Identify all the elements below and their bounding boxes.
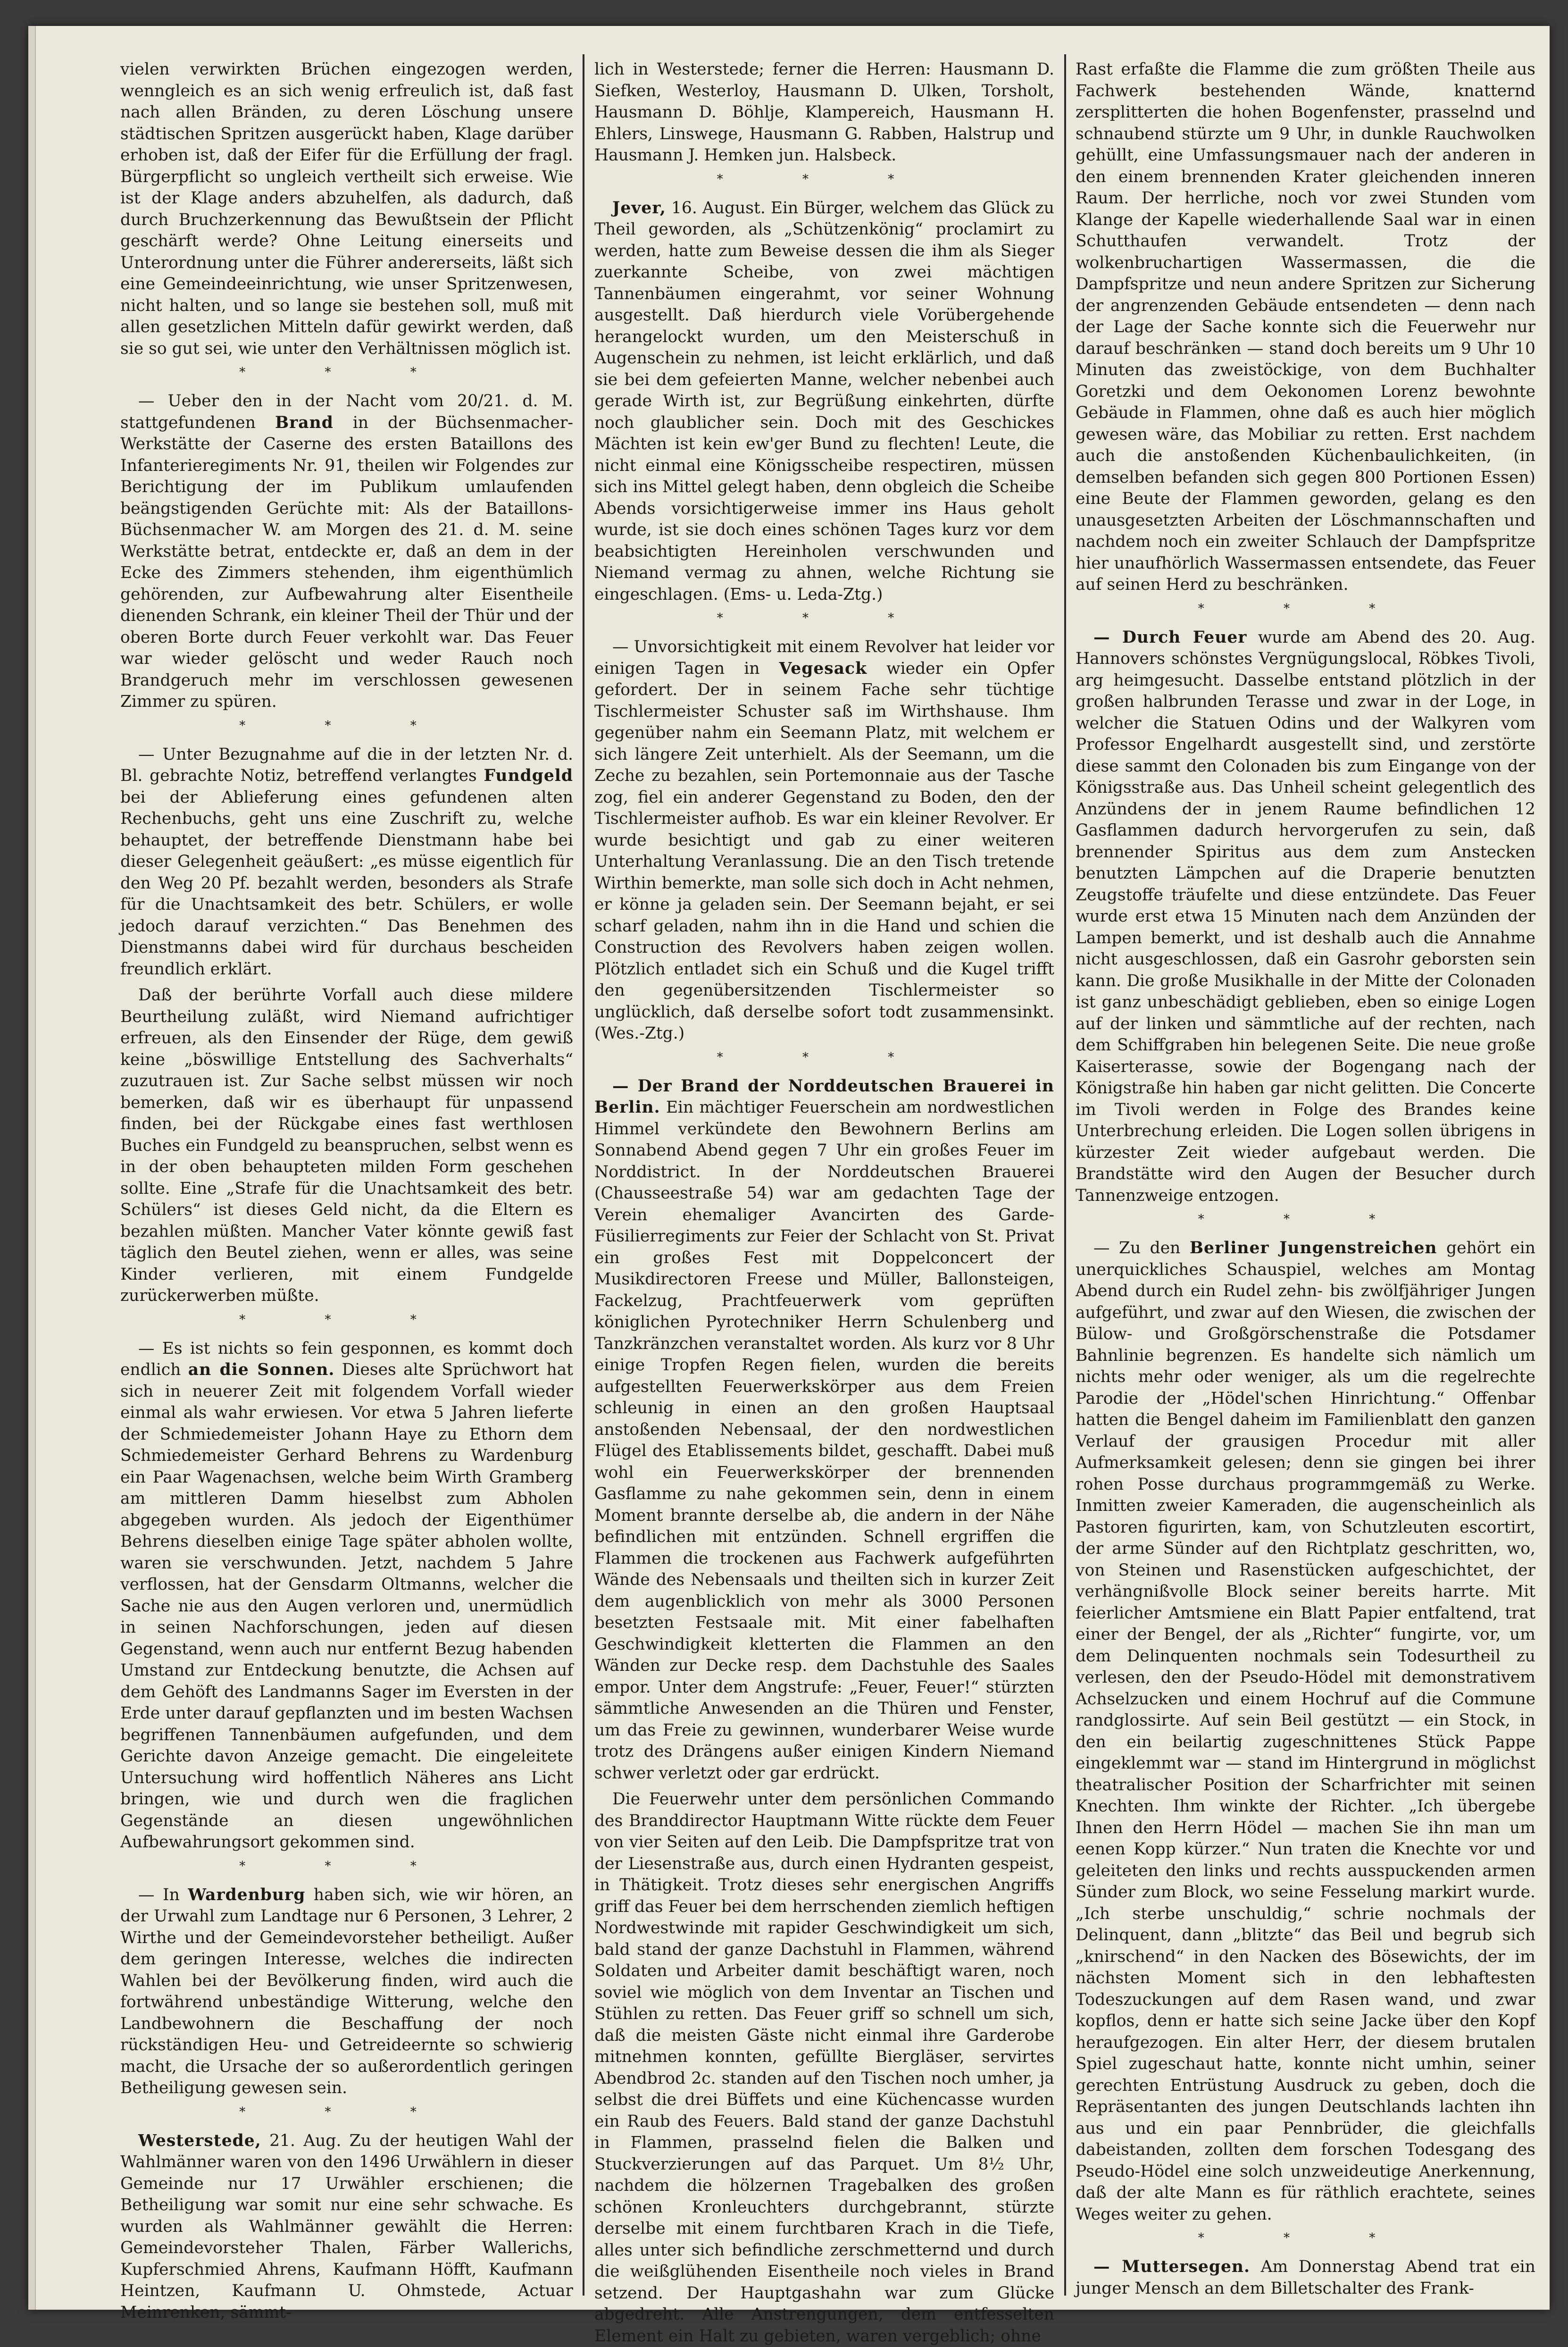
column-rule — [1064, 54, 1066, 2296]
article-separator: * * * — [717, 611, 932, 625]
newspaper-page — [28, 26, 1550, 2346]
article-separator: * * * — [239, 718, 454, 733]
column-rule — [583, 54, 584, 2296]
article-separator: * * * — [239, 365, 454, 379]
article-paragraph: — In Wardenburg haben sich, wie wir hören, an der Urwahl zum Landtage nur 6 Personen, 3 Lehrer, 2 Wirthe und der Gemeindevorsteher betheiligt. Außer dem geringen Interesse, welches die indirecten Wahlen bei der Bevölkerung finden, wird auch die fortwährend unbeständige Witterung, welche den Landbewohnern die Beschaffung der noch rückständigen Heu- und Getreideernte so schwierig macht, die Ursache der so außerordentlich geringen Betheiligung gewesen sein. — [120, 1885, 574, 2097]
article-paragraph: Rast erfaßte die Flamme die zum größten Theile aus Fachwerk bestehenden Wände, knatternd zersplitterten die hohen Bogenfenster, prasselnd und schnaubend stürzte um 9 Uhr, in dunkle Rauchwolken gehüllt, eine Umfassungsmauer nach der anderen in den einem brennenden Krater gleichenden inneren Raum. Der herrliche, noch vor zwei Stunden vom Klange der Kapelle wiederhallende Saal war in einen Schutthaufen verwandelt. Trotz der wolkenbruchartigen Wassermassen, die die Dampfspritze und neun andere Spritzen zur Sicherung der angrenzenden Gebäude entsendeten — denn nach der Lage der Sache konnte sich die Feuerwehr nur darauf beschränken — stand doch bereits um 9 Uhr 10 Minuten das zweistöckige, von dem Buchhalter Goretzki und dem Oekonomen Lorenz bewohnte Gebäude in Flammen, ohne daß es auch hier möglich gewesen wäre, das Mobiliar zu retten. Erst nachdem auch die anstoßenden Küchenbaulichkeiten, (in demselben befanden sich gegen 800 Portionen Essen) eine Beute der Flammen geworden, gelang es den unausgesetzten Arbeiten der Löschmannschaften und nachdem noch ein zweiter Schlauch der Dampfspritze hier unaufhörlich Wassermassen entsendete, das Feuer auf seinen Herd zu beschränken. — [1076, 60, 1535, 594]
article-paragraph: — Es ist nichts so fein gesponnen, es kommt doch endlich an die Sonnen. Dieses alte Sprüchwort hat sich in neuerer Zeit mit folgendem Vorfall wieder einmal als wahr erwiesen. Vor etwa 5 Jahren lieferte der Schmiedemeister Johann Haye zu Ethorn dem Schmiedemeister Gerhard Behrens zu Wardenburg ein Paar Wagenachsen, welche beim Wirth Gramberg am mittleren Damm hieselbst zum Abholen abgegeben wurden. Als jedoch der Eigenthümer Behrens dieselben einige Tage später abholen wollte, waren sie verschwunden. Jetzt, nachdem 5 Jahre verflossen, hat der Gensdarm Oltmanns, welcher die Sache nie aus den Augen verloren und, unermüdlich in seinen Nachforschungen, jeden auf diesen Gegenstand, wenn auch nur entfernt Bezug habenden Umstand zur Entdeckung benutzte, die Achsen auf dem Gehöft des Landmanns Sager im Eversten in der Erde unter darauf gepflanzten und im besten Wachsen begriffenen Tannenbäumen aufgefunden, und dem Gerichte davon Anzeige gemacht. Die eingeleitete Untersuchung wird hoffentlich Näheres ans Licht bringen, wie und durch wen die fraglichen Gegenstände an diesen ungewöhnlichen Aufbewahrungsort gekommen sind. — [120, 1339, 574, 1852]
article-paragraph: — Ueber den in der Nacht vom 20/21. d. M. stattgefundenen Brand in der Büchsenmacher-Werkstätte der Caserne des ersten Bataillons des Infanterieregiments Nr. 91, theilen wir Folgendes zur Berichtigung der im Publikum umlaufenden beängstigenden Gerüchte mit: Als der Bataillons-Büchsenmacher W. am Morgen des 21. d. M. seine Werkstätte betrat, entdeckte er, daß an dem in der Ecke des Zimmers stehenden, ihm eigenthümlich gehörenden, zur Aufbewahrung alter Eisentheile dienenden Schrank, ein kleiner Theil der Thür und der oberen Borte durch Feuer verkohlt war. Das Feuer war wieder gelöscht und weder Rauch noch Brandgeruch mehr im verschlossen gewesenen Zimmer zu spüren. — [120, 392, 573, 711]
article-paragraph: — Zu den Berliner Jungenstreichen gehört ein unerquickliches Schauspiel, welches am Montag Abend durch ein Rudel zehn- bis zwölfjähriger Jungen aufgeführt, und zwar auf den Wiesen, die zwischen der Bülow- und Großgörschenstraße die Potsdamer Bahnlinie begrenzen. Es handelte sich nämlich um nichts mehr oder weniger, als um die regelrechte Parodie der „Hödel'schen Hinrichtung.“ Offenbar hatten die Bengel daheim im Familienblatt den ganzen Verlauf der grausigen Procedur mit aller Aufmerksamkeit gelesen; denn sie gingen bei ihrer rohen Posse durchaus programmgemäß zu Werke. Inmitten zweier Kameraden, die augenscheinlich als Pastoren figurirten, kam, von Schutzleuten escortirt, der arme Sünder auf den Richtplatz geschritten, wo, von Steinen und Rasenstücken aufgeschichtet, der verhängnißvolle Block seiner bereits harrte. Mit feierlicher Amtsmiene ein Blatt Papier entfaltend, trat einer der Bengel, der als „Richter“ fungirte, vor, um dem Delinquenten nochmals sein Todesurtheil zu verlesen, den der Pseudo-Hödel mit demonstrativem Achselzucken und einem Hochruf auf die Commune randglossirte. Auf sein Beil gestützt — ein Stock, in den ein beilartig zugeschnittenes Stück Pappe eingeklemmt war — stand im Hintergrund in möglichst theatralischer Position der Scharfrichter mit seinen Knechten. Ihm winkte der Richter. „Ich übergebe Ihnen den Herrn Hödel — machen Sie ihn man um eenen Kopp kürzer.“ Nun traten die Knechte vor und geleiteten den links und rechts ausspuckenden armen Sünder zum Block, wo seine Fesselung markirt wurde. „Ich sterbe unschuldig,“ schrie nochmals der Delinquent, dann „blitzte“ das Beil und begrub sich „knirschend“ in den Nacken des Bösewichts, der im nächsten Moment sich in den lebhaftesten Todeszuckungen auf dem Rasen wand, und zwar kopflos, denn er hatte sich seine Jacke über den Kopf heraufgezogen. Ein alter Herr, der diesem brutalen Spiel zugeschaut hatte, konnte nicht umhin, seiner gerechten Entrüstung Ausdruck zu geben, doch die Repräsentanten des jungen Deutschlands lachten ihn aus und ein paar Pennbrüder, die gleichfalls dabeistanden, zollten dem forschen Todesgang des Pseudo-Hödel eine solch unzweideutige Anerkennung, daß der alte Mann es für räthlich erachtete, seines Weges weiter zu gehen. — [1076, 1239, 1536, 2224]
headline-keyword: Westerstede, — [138, 2131, 261, 2150]
article-paragraph: lich in Westerstede; ferner die Herren: Hausmann D. Siefken, Westerloy, Hausmann D. Ulken, Torsholt, Hausmann D. Böhlje, Klampereich, Hausmann H. Ehlers, Linswege, Hausmann G. Rabben, Halstrup und Hausmann J. Hemken jun. Halsbeck. — [594, 60, 1054, 165]
headline-keyword: Wardenburg — [188, 1885, 306, 1904]
article-paragraph: — Unter Bezugnahme auf die in der letzten Nr. d. Bl. gebrachte Notiz, betreffend verlangtes Fundgeld bei der Ablieferung eines gefundenen alten Rechenbuchs, geht uns eine Zuschrift zu, welche behauptet, der betreffende Dienstmann habe bei dieser Gelegenheit geäußert: „es müsse eigentlich für den Weg 20 Pf. bezahlt werden, besonders als Strafe für die Unachtsamkeit des betr. Schülers, er wolle jedoch darauf verzichten.“ Das Benehmen des Dienstmanns dabei wird für durchaus bescheiden freundlich erklärt. — [120, 745, 573, 979]
headline-keyword: Brand — [275, 413, 334, 432]
article-separator: * * * — [1198, 2231, 1413, 2245]
article-paragraph: vielen verwirkten Brüchen eingezogen werden, wenngleich es an sich wenig erfreulich ist, daß fast nach allen Bränden, zu deren Löschung unsere städtischen Spritzen ausgerückt haben, Klage darüber erhoben ist, daß der Eifer für die Erfüllung der fragl. Bürgerpflicht so ungleich vertheilt sich erweise. Wie ist der Klage anders abzuhelfen, als dadurch, daß durch Bruchzerkennung das Bewußtsein der Pflicht geschärft werde? Ohne Leitung einerseits und Unterordnung unter die Führer andererseits, läßt sich eine Gemeindeeinrichtung, wie unser Spritzenwesen, nicht halten, und so lange sie bestehen soll, muß mit allen gesetzlichen Mitteln dafür gewirkt werden, daß sie so gut sei, wie unter den Verhältnissen möglich ist. — [120, 60, 573, 358]
column-1 — [120, 59, 574, 2322]
article-separator: * * * — [717, 1050, 932, 1065]
article-paragraph: — Unvorsichtigkeit mit einem Revolver hat leider vor einigen Tagen in Vegesack wieder ein Opfer gefordert. Der in seinem Fache sehr tüchtige Tischlermeister Schuster saß im Wirthshause. Ihm gegenüber nahm ein Seemann Platz, mit welchem er sich längere Zeit unterhielt. Als der Seemann, um die Zeche zu bezahlen, sein Portemonnaie aus der Tasche zog, fiel ein anderer Gegenstand zu Boden, den der Tischlermeister aufhob. Es war ein kleiner Revolver. Er wurde besichtigt und gab zu einer weiteren Unterhaltung Veranlassung. Die an den Tisch tretende Wirthin bemerkte, man solle sich doch in Acht nehmen, er könne ja geladen sein. Der Seemann bejaht, er sei scharf geladen, nahm ihn in die Hand und schien die Construction des Revolvers haben zeigen wollen. Plötzlich entladet sich ein Schuß und die Kugel trifft den gegenübersitzenden Tischlermeister so unglücklich, daß derselbe sofort todt zusammensinkt. (Wes.-Ztg.) — [594, 637, 1055, 1043]
column-3 — [1076, 59, 1536, 2298]
article-separator: * * * — [239, 1859, 454, 1873]
article-separator: * * * — [717, 172, 932, 186]
article-separator: * * * — [239, 1312, 454, 1327]
headline-keyword: an die Sonnen. — [188, 1360, 335, 1379]
article-paragraph: Westerstede, 21. Aug. Zu der heutigen Wahl der Wahlmänner waren von den 1496 Urwählern in dieser Gemeinde nur 17 Urwähler erschienen; die Betheiligung war somit nur eine sehr schwache. Es wurden als Wahlmänner gewählt die Herren: Gemeindevorsteher Thalen, Färber Wallerichs, Kupferschmied Ahrens, Kaufmann Höfft, Kaufmann Heintzen, Kaufmann U. Ohmstede, Actuar Meinrenken, sämmt- — [120, 2131, 573, 2322]
page-binding-edge — [28, 26, 36, 2310]
article-paragraph: Jever, 16. August. Ein Bürger, welchem das Glück zu Theil geworden, als „Schützenkönig“ proclamirt zu werden, hatte zum Beweise dessen die ihm als Sieger zuerkannte Scheibe, von zwei mächtigen Tannenbäumen eingerahmt, vor seiner Wohnung ausgestellt. Daß hierdurch viele Vorübergehende herangelockt wurden, um den Meisterschuß in Augenschein zu nehmen, ist leicht erklärlich, und daß sie bei dem gefeierten Manne, welcher nebenbei auch gerade Wirth ist, zur Begrüßung einkehrten, dürfte noch glaublicher sein. Doch mit des Geschickes Mächten ist kein ew'ger Bund zu flechten! Leute, die nicht einmal eine Königsscheibe respectiren, müssen sich ins Mittel gelegt haben, denn obgleich die Scheibe Abends vorsichtigerweise immer ins Haus geholt wurde, ist sie doch eines schönen Tages kurz vor dem beabsichtigten Hereinholen verschwunden und Niemand vermag zu ahnen, welche Richtung sie eingeschlagen. (Ems- u. Leda-Ztg.) — [594, 198, 1054, 604]
article-paragraph: — Der Brand der Norddeutschen Brauerei in Berlin. Ein mächtiger Feuerschein am nordwestlichen Himmel verkündete den Bewohnern Berlins am Sonnabend Abend gegen 7 Uhr ein großes Feuer im Norddistrict. In der Norddeutschen Brauerei (Chausseestraße 54) war am gedachten Tage der Verein ehemaliger Avancirten des Garde-Füsilierregiments zur Feier der Schlacht von St. Privat ein großes Fest mit Doppelconcert der Musikdirectoren Freese und Müller, Ballonsteigen, Fackelzug, Prachtfeuerwerk vom geprüften königlichen Pyrotechniker Herrn Schulenberg und Tanzkränzchen veranstaltet worden. Als kurz vor 8 Uhr einige Tropfen Regen fielen, wurden die bereits aufgestellten Feuerwerkskörper aus dem Freien schleunig in einen an den großen Hauptsaal anstoßenden Nebensaal, der den nordwestlichen Flügel des Etablissements bildet, geschafft. Dabei muß wohl ein Feuerwerkskörper der brennenden Gasflamme zu nahe gekommen sein, denn in einem Moment brannte derselbe ab, die andern in der Nähe befindlichen mit entzünden. Schnell ergriffen die Flammen die trockenen aus Fachwerk aufgeführten Wände des Nebensaals und theilten sich in kurzer Zeit dem augenblicklich von mehr als 3000 Personen besetzten Festsaale mit. Mit einer fabelhaften Geschwindigkeit kletterten die Flammen an den Wänden zur Decke resp. dem Dachstuhle des Saales empor. Unter dem Angstrufe: „Feuer, Feuer!“ stürzten sämmtliche Anwesenden an die Thüren und Fenster, um das Freie zu gewinnen, wunderbarer Weise wurde trotz des Drängens außer einigen Kindern Niemand schwer verletzt oder gar erdrückt. — [594, 1076, 1054, 1783]
headline-keyword: Jever, — [612, 198, 666, 218]
headline-keyword: — Durch Feuer — [1093, 628, 1247, 647]
column-2 — [594, 59, 1055, 2346]
article-separator: * * * — [1198, 1212, 1413, 1226]
headline-keyword: — Der Brand der Norddeutschen Brauerei in Berlin. — [594, 1076, 1054, 1117]
article-paragraph: — Muttersegen. Am Donnerstag Abend trat ein junger Mensch an dem Billetschalter des Frank- — [1076, 2257, 1535, 2298]
article-separator: * * * — [1198, 601, 1413, 616]
headline-keyword: — Muttersegen. — [1093, 2257, 1250, 2276]
article-paragraph: — Durch Feuer wurde am Abend des 20. Aug. Hannovers schönstes Vergnügungslocal, Röbkes Tivoli, arg heimgesucht. Dasselbe entstand plötzlich in der großen halbrunden Terasse und zwar in der Loge, in welcher die Statuen Odins und der Walkyren vom Professor Engelhardt ausgestellt sind, und zerstörte diese sammt den Colonaden bis zum Eingange von der Königsstraße aus. Das Unheil scheint gelegentlich des Anzündens der in jenem Raume befindlichen 12 Gasflammen dadurch hervorgerufen zu sein, daß brennender Spiritus aus dem zum Anstecken benutzten Lämpchen auf die Draperie benutzten Zeugstoffe träufelte und diese entzündete. Das Feuer wurde erst etwa 15 Minuten nach dem Anzünden der Lampen bemerkt, und ist deshalb auch die Annahme nicht ausgeschlossen, daß ein Gasrohr geborsten sein kann. Die große Musikhalle in der Mitte der Colonaden ist ganz unbeschädigt geblieben, eben so einige Logen auf der linken und sämmtliche auf der rechten, nach dem Schiffgraben hin belegenen Seite. Die neue große Kaiserterasse, sowie der Bogengang nach der Königstraße hin haben gar nicht gelitten. Die Concerte im Tivoli werden in Folge des Brandes keine Unterbrechung erleiden. Die Logen sollen übrigens in kürzester Zeit wieder aufgebaut werden. Die Brandstätte wird den Augen der Besucher durch Tannenzweige entzogen. — [1076, 628, 1535, 1205]
headline-keyword: Fundgeld — [484, 766, 573, 785]
article-paragraph: Daß der berührte Vorfall auch diese mildere Beurtheilung zuläßt, wird Niemand aufrichtiger erfreuen, als den Einsender der Rüge, dem gewiß keine „böswillige Entstellung des Sachverhalts“ zuzutrauen ist. Zur Sache selbst müssen wir noch bemerken, daß wir es überhaupt für unpassend finden, bei der Rückgabe eines fast werthlosen Buches ein Fundgeld zu beanspruchen, selbst wenn es in der oben behaupteten milden Form geschehen sollte. Eine „Strafe für die Unachtsamkeit des betr. Schülers“ ist dieses Geld nicht, da die Eltern es bezahlen müßten. Mancher Vater könnte gewiß fast täglich den Beutel ziehen, wenn er alles, was seine Kinder verlieren, mit einem Fundgelde zurückerwerben müßte. — [120, 986, 573, 1305]
headline-keyword: Berliner Jungenstreichen — [1189, 1239, 1437, 1257]
article-paragraph: Die Feuerwehr unter dem persönlichen Commando des Branddirector Hauptmann Witte rückte dem Feuer von vier Seiten auf den Leib. Die Dampfspritze trat von der Liesenstraße aus, durch einen Hydranten gespeist, in Thätigkeit. Trotz dieses sehr energischen Angriffs griff das Feuer bei dem herrschenden ziemlich heftigen Nordwestwinde mit rapider Geschwindigkeit um sich, bald stand der ganze Dachstuhl in Flammen, während Soldaten und Arbeiter damit beschäftigt waren, noch soviel wie möglich von dem Inventar an Tischen und Stühlen zu retten. Das Feuer griff so schnell um sich, daß die meisten Gäste nicht einmal ihre Garderobe mitnehmen konnten, gefüllte Biergläser, servirtes Abendbrod 2c. standen auf den Tischen noch umher, ja selbst die drei Büffets und eine Küchencasse wurden ein Raub des Feuers. Bald stand der ganze Dachstuhl in Flammen, prasselnd fielen die Balken und Stuckverzierungen auf das Parquet. Um 8½ Uhr, nachdem die hölzernen Tragebalken des großen schönen Kronleuchters durchgebrannt, stürzte derselbe mit einem furchtbaren Krach in die Tiefe, alles unter sich befindliche zerschmetternd und durch die weißglühenden Eisentheile noch vieles in Brand setzend. Der Hauptgashahn war zum Glücke abgedreht. Alle Anstrengungen, dem entfesselten Element ein Halt zu gebieten, waren vergeblich; ohne — [594, 1790, 1054, 2346]
article-separator: * * * — [239, 2104, 454, 2119]
headline-keyword: Vegesack — [779, 659, 867, 678]
